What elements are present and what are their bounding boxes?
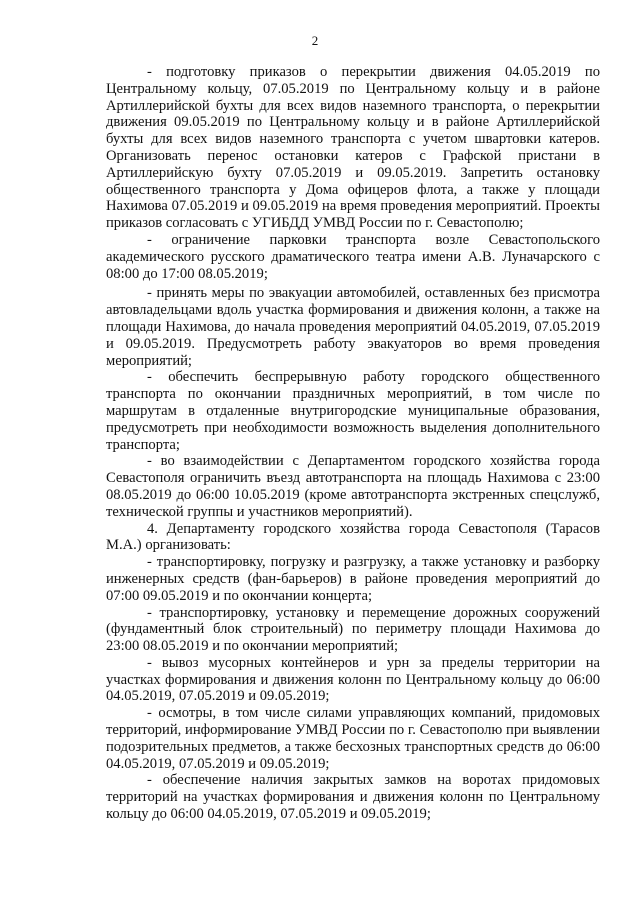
paragraph-territory-inspections: - осмотры, в том числе силами управляющих компаний, придомовых территорий, информирование УМВД России по г. Севастополю при выявлении подозрительных предметов, а также бесхозных транспортных средств до 06:00 04.05.2019, 07.05.2019 и 09.05.2019; — [106, 705, 600, 772]
paragraph-road-structures: - транспортировку, установку и перемещение дорожных сооружений (фундаментный блок строительный) по периметру площади Нахимова до 23:00 08.05.2019 и по окончании мероприятий; — [106, 604, 600, 655]
paragraph-vehicle-evacuation: - принять меры по эвакуации автомобилей, оставленных без присмотра автовладельцами вдоль участка формирования и движения колонн, а также на площади Нахимова, до начала проведения мероприятий 04.05.2019, 07.05.2019 и 09.05.2019. Предусмотреть работу эвакуаторов во время проведения мероприятий; — [106, 285, 600, 369]
paragraph-item-4-heading: 4. Департаменту городского хозяйства города Севастополя (Тарасов М.А.) организовать: — [106, 520, 600, 554]
paragraph-orders-traffic-closure: - подготовку приказов о перекрытии движения 04.05.2019 по Центральному кольцу, 07.05.2019 по Центральному кольцу и в районе Артиллерийской бухты для всех видов наземного транспорта, о перекрытии движения 09.05.2019 по Центральному кольцу и в районе Артиллерийской бухты для всех видов наземного транспорта с учетом швартовки катеров. Организовать перенос остановки катеров с Графской пристани в Артиллерийскую бухту 07.05.2019 и 09.05.2019. Запретить остановку общественного транспорта у Дома офицеров флота, а также у площади Нахимова 07.05.2019 и 09.05.2019 на время проведения мероприятий. Проекты приказов согласовать с УГИБДД УМВД России по г. Севастополю; — [106, 64, 600, 232]
document-body — [106, 64, 600, 823]
paragraph-entry-restriction: - во взаимодействии с Департаментом городского хозяйства города Севастополя ограничить въезд автотранспорта на площадь Нахимова с 23:00 08.05.2019 до 06:00 10.05.2019 (кроме автотранспорта экстренных спецслужб, технической группы и участников мероприятий). — [106, 453, 600, 520]
paragraph-gate-locks: - обеспечение наличия закрытых замков на воротах придомовых территорий на участках формирования и движения колонн по Центральному кольцу до 06:00 04.05.2019, 07.05.2019 и 09.05.2019; — [106, 772, 600, 823]
paragraph-waste-containers: - вывоз мусорных контейнеров и урн за пределы территории на участках формирования и движения колонн по Центральному кольцу до 06:00 04.05.2019, 07.05.2019 и 09.05.2019; — [106, 654, 600, 705]
page-number: 2 — [311, 33, 319, 48]
paragraph-public-transport: - обеспечить беспрерывную работу городского общественного транспорта по окончании праздничных мероприятий, в том числе по маршрутам в отдаленные внутригородские муниципальные образования, предусмотреть при необходимости возможность выделения дополнительного транспорта; — [106, 369, 600, 453]
paragraph-barriers-transport: - транспортировку, погрузку и разгрузку, а также установку и разборку инженерных средств (фан-барьеров) в районе проведения мероприятий до 07:00 09.05.2019 и по окончании концерта; — [106, 554, 600, 604]
paragraph-parking-restriction: - ограничение парковки транспорта возле Севастопольского академического русского драматического театра имени А.В. Луначарского с 08:00 до 17:00 08.05.2019; — [106, 231, 600, 282]
